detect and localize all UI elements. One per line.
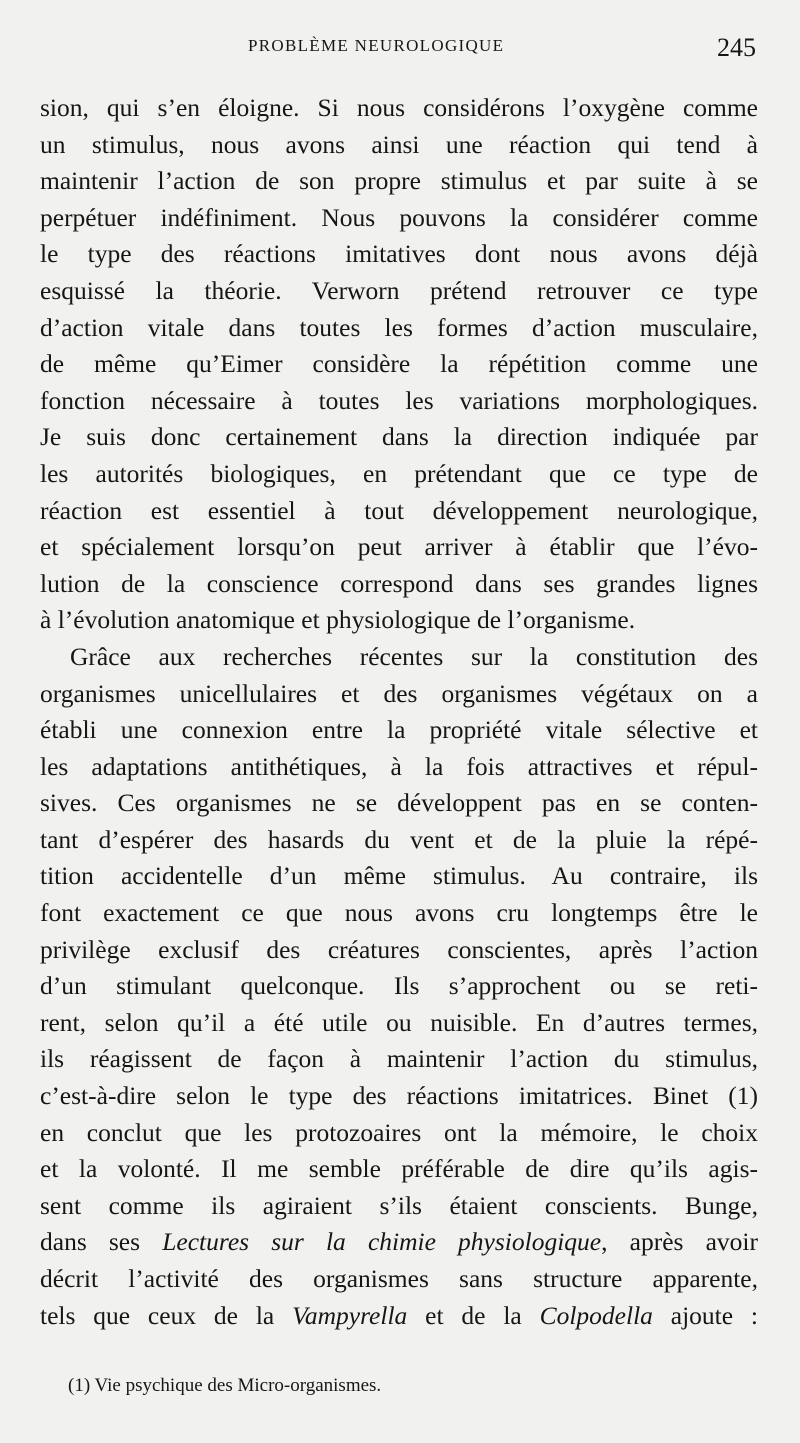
running-head: PROBLÈME NEUROLOGIQUE (248, 36, 505, 55)
text-run: et de la (407, 1300, 540, 1330)
text-line: d’un stimulant quelconque. Ils s’approchent ou se reti- (40, 971, 758, 1001)
text-line: les autorités biologiques, en prétendant que ce type de (40, 458, 758, 488)
text-line (40, 1224, 758, 1261)
text-line: d’action vitale dans toutes les formes d’action musculaire, (40, 312, 758, 342)
text-line: esquissé la théorie. Verworn prétend retrouver ce type (40, 275, 758, 305)
text-line: lution de la conscience correspond dans ses grandes lignes (40, 568, 758, 598)
text-line: tant d’espérer des hasards du vent et de la pluie la répé- (40, 824, 758, 854)
text-line: Je suis donc certainement dans la direction indiquée par (40, 422, 758, 452)
page-number: 245 (717, 33, 756, 62)
text-line (40, 1298, 758, 1335)
text-line: sion, qui s’en éloigne. Si nous considérons l’oxygène comme (40, 93, 758, 122)
genus-name-italic: Vampyrella (292, 1300, 408, 1330)
text-line: tition accidentelle d’un même stimulus. Au contraire, ils (40, 861, 758, 891)
text-line: maintenir l’action de son propre stimulus et par suite à se (40, 166, 758, 196)
text-run: ajoute : (652, 1300, 759, 1330)
text-run: , après avoir (601, 1227, 758, 1257)
text-line: réaction est essentiel à tout développement neurologique, (40, 495, 758, 525)
text-line: et la volonté. Il me semble préférable de dire qu’ils agis- (40, 1154, 758, 1184)
page-header (0, 33, 800, 63)
text-line: sives. Ces organismes ne se développent pas en se conten- (40, 788, 758, 818)
text-run: tels que ceux de la (40, 1300, 293, 1330)
text-line: sent comme ils agiraient s’ils étaient conscients. Bunge, (40, 1190, 758, 1220)
text-line: Grâce aux recherches récentes sur la constitution des (70, 641, 758, 671)
text-run: dans ses (40, 1227, 163, 1257)
book-title-italic: Lectures sur la chimie physiologique (162, 1227, 602, 1257)
text-line: ils réagissent de façon à maintenir l’action du stimulus, (40, 1044, 758, 1074)
footnote: (1) Vie psychique des Micro-organismes. (68, 1375, 382, 1396)
text-line: les adaptations antithétiques, à la fois attractives et répul- (40, 751, 758, 781)
text-line: de même qu’Eimer considère la répétition comme une (40, 349, 758, 379)
text-line: et spécialement lorsqu’on peut arriver à établir que l’évo- (40, 532, 758, 562)
text-line: en conclut que les protozoaires ont la mémoire, le choix (40, 1117, 758, 1147)
text-line: c’est-à-dire selon le type des réactions imitatrices. Binet (1) (40, 1081, 758, 1111)
text-line: décrit l’activité des organismes sans structure apparente, (40, 1264, 758, 1293)
text-line: font exactement ce que nous avons cru longtemps être le (40, 898, 758, 928)
text-line: établi une connexion entre la propriété vitale sélective et (40, 715, 758, 745)
text-line: fonction nécessaire à toutes les variations morphologiques. (40, 385, 758, 415)
body-text (40, 90, 758, 1334)
text-line: privilège exclusif des créatures conscientes, après l’action (40, 934, 758, 964)
text-line: organismes unicellulaires et des organismes végétaux on a (40, 678, 758, 708)
text-line: le type des réactions imitatives dont nous avons déjà (40, 239, 758, 269)
text-line: à l’évolution anatomique et physiologique de l’organisme. (40, 605, 636, 635)
text-line: perpétuer indéfiniment. Nous pouvons la considérer comme (40, 202, 758, 232)
text-line: rent, selon qu’il a été utile ou nuisible. En d’autres termes, (40, 1007, 758, 1037)
text-line: un stimulus, nous avons ainsi une réaction qui tend à (40, 129, 758, 159)
genus-name-italic: Colpodella (539, 1300, 653, 1330)
